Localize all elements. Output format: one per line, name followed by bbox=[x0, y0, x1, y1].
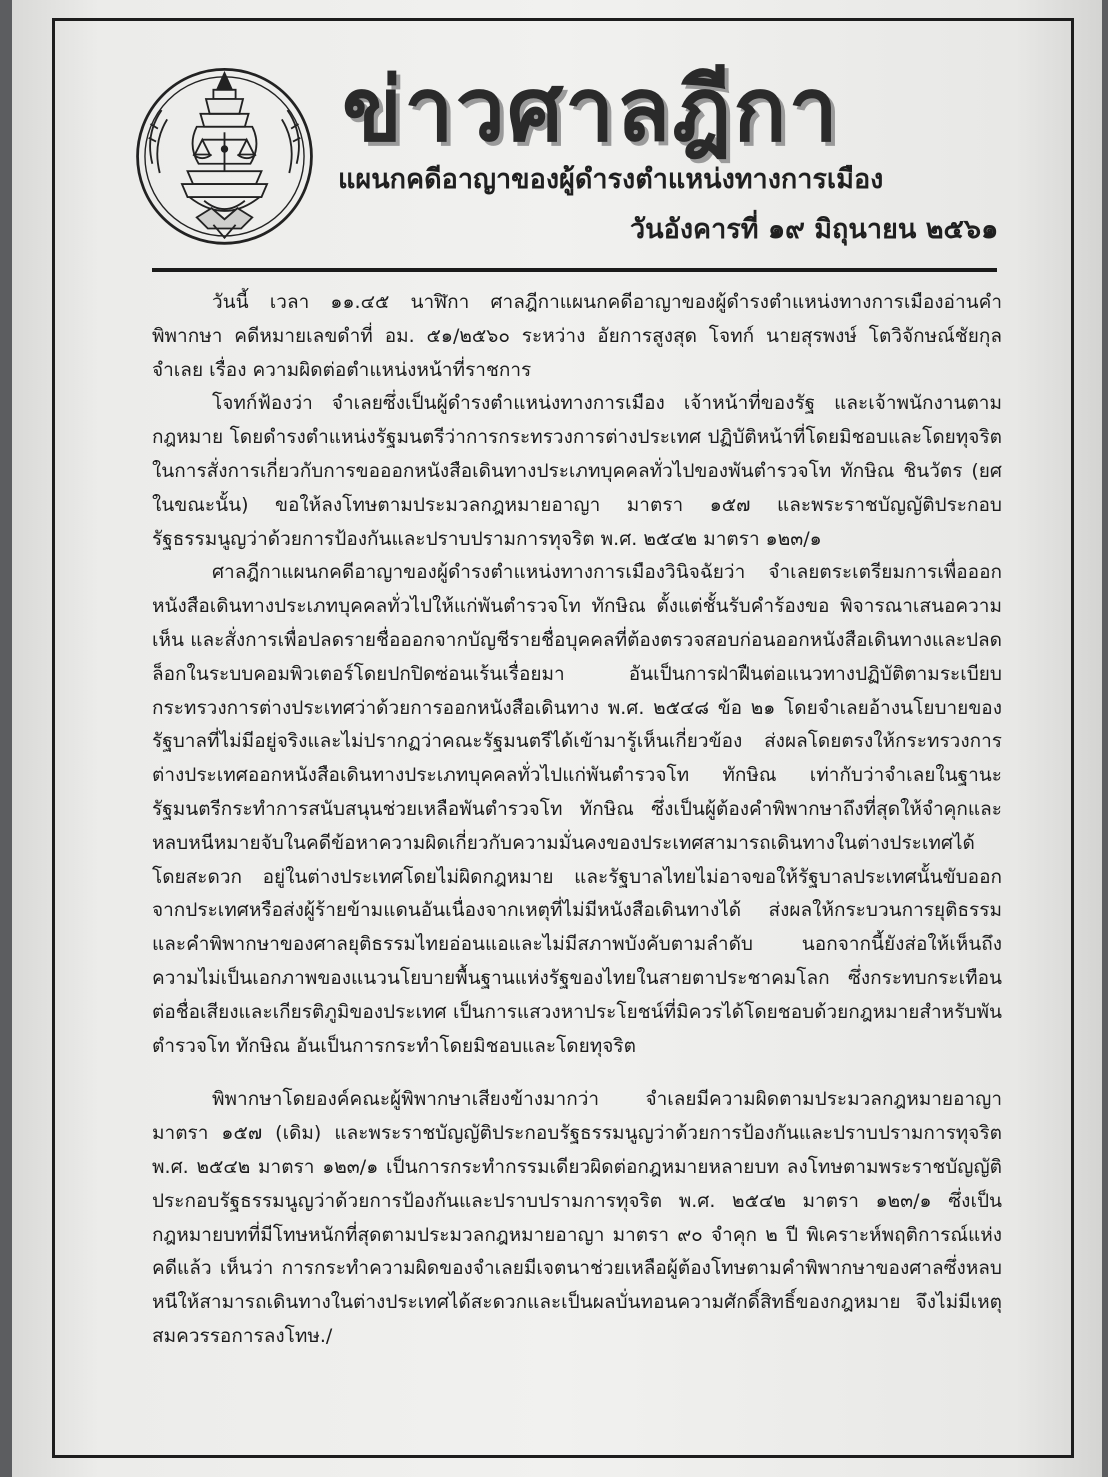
header-divider bbox=[152, 268, 997, 272]
document-body bbox=[152, 286, 1002, 1354]
paragraph-verdict: พิพากษาโดยองค์คณะผู้พิพากษาเสียงข้างมากว่า จำเลยมีความผิดตามประมวลกฎหมายอาญา มาตรา ๑๕๗ (เดิม) และพระราชบัญญัติประกอบรัฐธรรมนูญว่าด้วยการป้องกันและปราบปรามการทุจริต พ.ศ. ๒๕๔๒ มาตรา ๑๒๓/๑ เป็นการกระทำกรรมเดียวผิดต่อกฎหมายหลายบท ลงโทษตามพระราชบัญญัติประกอบรัฐธรรมนูญว่าด้วยการป้องกันและปราบปรามการทุจริต พ.ศ. ๒๕๔๒ มาตรา ๑๒๓/๑ ซึ่งเป็นกฎหมายบทที่มีโทษหนักที่สุดตามประมวลกฎหมายอาญา มาตรา ๙๐ จำคุก ๒ ปี พิเคราะห์พฤติการณ์แห่งคดีแล้ว เห็นว่า การกระทำความผิดของจำเลยมีเจตนาช่วยเหลือผู้ต้องโทษตามคำพิพากษาของศาลซึ่งหลบหนีให้สามารถเดินทางในต่างประเทศได้สะดวกและเป็นผลบั่นทอนความศักดิ์สิทธิ์ของกฎหมาย จึงไม่มีเหตุสมควรรอการลงโทษ./ bbox=[152, 1088, 1002, 1347]
division-subtitle: แผนกคดีอาญาของผู้ดำรงตำแหน่งทางการเมือง bbox=[338, 164, 884, 195]
supreme-court-scales-emblem-icon bbox=[132, 62, 317, 247]
paragraph-ruling: ศาลฎีกาแผนกคดีอาญาของผู้ดำรงตำแหน่งทางการเมืองวินิจฉัยว่า จำเลยตระเตรียมการเพื่อออกหนังสือเดินทางประเภทบุคคลทั่วไปให้แก่พันตำรวจโท ทักษิณ ตั้งแต่ชั้นรับคำร้องขอ พิจารณาเสนอความเห็น และสั่งการเพื่อปลดรายชื่อออกจากบัญชีรายชื่อบุคคลที่ต้องตรวจสอบก่อนออกหนังสือเดินทางและปลดล็อกในระบบคอมพิวเตอร์โดยปกปิดซ่อนเร้นเรื่อยมา อันเป็นการฝ่าฝืนต่อแนวทางปฏิบัติตามระเบียบกระทรวงการต่างประเทศว่าด้วยการออกหนังสือเดินทาง พ.ศ. ๒๕๔๘ ข้อ ๒๑ โดยจำเลยอ้างนโยบายของรัฐบาลที่ไม่มีอยู่จริงและไม่ปรากฏว่าคณะรัฐมนตรีได้เข้ามารู้เห็นเกี่ยวข้อง ส่งผลโดยตรงให้กระทรวงการต่างประเทศออกหนังสือเดินทางประเภทบุคคลทั่วไปแก่พันตำรวจโท ทักษิณ เท่ากับว่าจำเลยในฐานะรัฐมนตรีกระทำการสนับสนุนช่วยเหลือพันตำรวจโท ทักษิณ ซึ่งเป็นผู้ต้องคำพิพากษาถึงที่สุดให้จำคุกและหลบหนีหมายจับในคดีข้อหาความผิดเกี่ยวกับความมั่นคงของประเทศสามารถเดินทางในต่างประเทศได้โดยสะดวก อยู่ในต่างประเทศโดยไม่ผิดกฎหมาย และรัฐบาลไทยไม่อาจขอให้รัฐบาลประเทศนั้นขับออกจากประเทศหรือส่งผู้ร้ายข้ามแดนอันเนื่องจากเหตุที่ไม่มีหนังสือเดินทางได้ ส่งผลให้กระบวนการยุติธรรมและคำพิพากษาของศาลยุติธรรมไทยอ่อนแอและไม่มีสภาพบังคับตามลำดับ นอกจากนี้ยังส่อให้เห็นถึงความไม่เป็นเอกภาพของแนวนโยบายพื้นฐานแห่งรัฐของไทยในสายตาประชาคมโลก ซึ่งกระทบกระเทือนต่อชื่อเสียงและเกียรติภูมิของประเทศ เป็นการแสวงหาประโยชน์ที่มิควรได้โดยชอบด้วยกฎหมายสำหรับพันตำรวจโท ทักษิณ อันเป็นการกระทำโดยมิชอบและโดยทุจริต bbox=[152, 561, 1002, 1057]
paragraph-gap bbox=[152, 1063, 1002, 1083]
paragraph-charge: โจทก์ฟ้องว่า จำเลยซึ่งเป็นผู้ดำรงตำแหน่งทางการเมือง เจ้าหน้าที่ของรัฐ และเจ้าพนักงานตามกฎหมาย โดยดำรงตำแหน่งรัฐมนตรีว่าการกระทรวงการต่างประเทศ ปฏิบัติหน้าที่โดยมิชอบและโดยทุจริต ในการสั่งการเกี่ยวกับการขอออกหนังสือเดินทางประเภทบุคคลทั่วไปของพันตำรวจโท ทักษิณ ชินวัตร (ยศในขณะนั้น) ขอให้ลงโทษตามประมวลกฎหมายอาญา มาตรา ๑๕๗ และพระราชบัญญัติประกอบรัฐธรรมนูญว่าด้วยการป้องกันและปราบปรามการทุจริต พ.ศ. ๒๕๔๒ มาตรา ๑๒๓/๑ bbox=[152, 392, 1002, 550]
masthead-title: ข่าวศาลฎีกา bbox=[342, 58, 840, 161]
publication-date: วันอังคารที่ ๑๙ มิถุนายน ๒๕๖๑ bbox=[630, 214, 999, 245]
paragraph-intro: วันนี้ เวลา ๑๑.๔๕ นาฬิกา ศาลฎีกาแผนกคดีอาญาของผู้ดำรงตำแหน่งทางการเมืองอ่านคำพิพากษา คดีหมายเลขดำที่ อม. ๕๑/๒๕๖๐ ระหว่าง อัยการสูงสุด โจทก์ นายสุรพงษ์ โตวิจักษณ์ชัยกุล จำเลย เรื่อง ความผิดต่อตำแหน่งหน้าที่ราชการ bbox=[152, 291, 1002, 381]
document-sheet bbox=[12, 0, 1102, 1477]
